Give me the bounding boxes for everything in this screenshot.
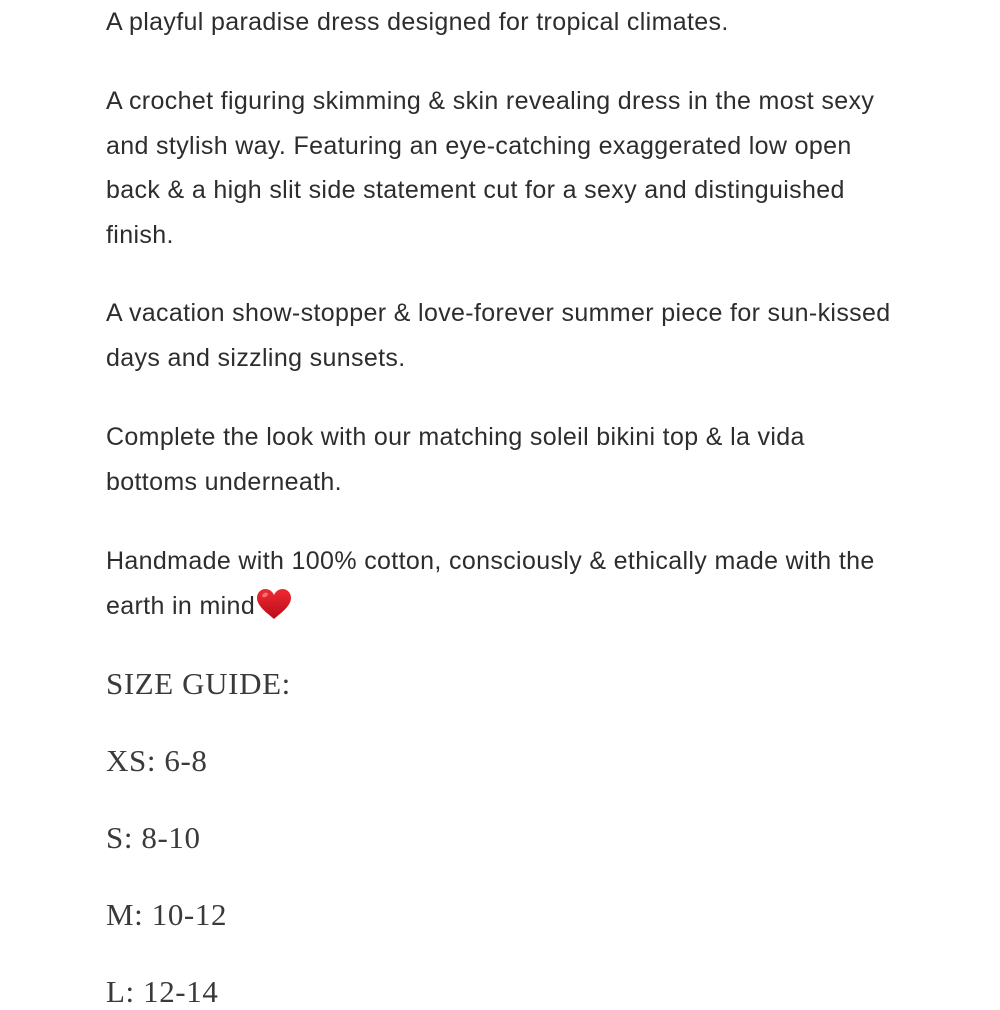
description-paragraph: A crochet figuring skimming & skin revealing dress in the most sexy and stylish way. Featuring an eye-catching exaggerated low open back & a high slit side statement cut for a sexy and distinguished finish. <box>106 87 875 249</box>
size-guide-heading: SIZE GUIDE: <box>106 666 291 701</box>
description-paragraph: A vacation show-stopper & love-forever summer piece for sun-kissed days and sizzling sunsets. <box>106 299 891 372</box>
size-guide-item: L: 12-14 <box>106 974 219 1009</box>
heart-icon <box>256 588 292 620</box>
description-paragraph: A playful paradise dress designed for tropical climates. <box>106 8 729 36</box>
size-guide-item: S: 8-10 <box>106 820 201 855</box>
size-guide-item: M: 10-12 <box>106 897 228 932</box>
description-paragraph: Complete the look with our matching soleil bikini top & la vida bottoms underneath. <box>106 423 805 496</box>
size-guide-item: XS: 6-8 <box>106 743 208 778</box>
description-paragraph-text: Handmade with 100% cotton, consciously & ethically made with the earth in mind <box>106 547 875 620</box>
description-paragraph-with-heart <box>106 539 896 628</box>
